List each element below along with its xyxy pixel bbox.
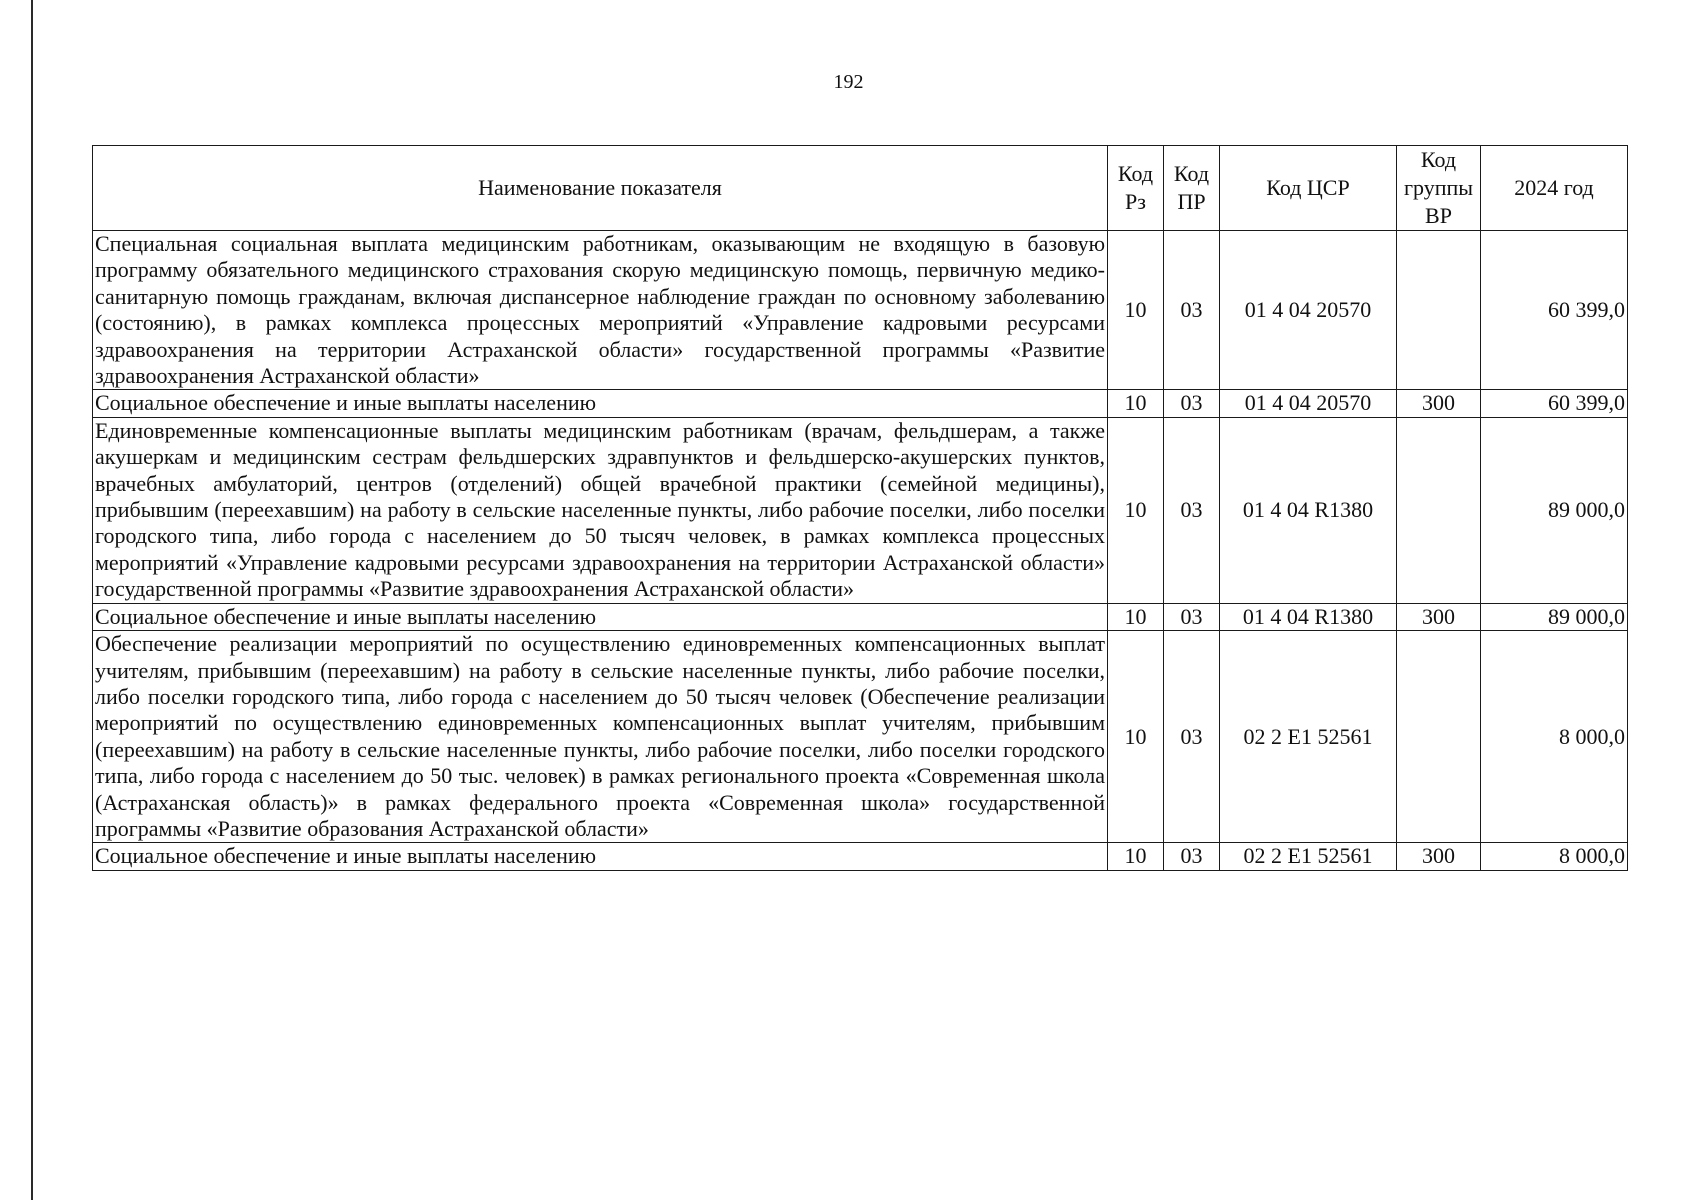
row-csr: 02 2 E1 52561 <box>1220 631 1397 843</box>
row-name: Социальное обеспечение и иные выплаты населению <box>93 843 1108 870</box>
page-number: 192 <box>833 71 864 93</box>
row-vr <box>1397 231 1481 390</box>
row-pr: 03 <box>1164 390 1220 417</box>
row-amount: 8 000,0 <box>1481 631 1628 843</box>
header-row <box>93 146 1628 231</box>
header-year: 2024 год <box>1481 146 1628 231</box>
table-row <box>93 631 1628 843</box>
row-rz: 10 <box>1108 231 1164 390</box>
row-rz: 10 <box>1108 390 1164 417</box>
row-rz: 10 <box>1108 631 1164 843</box>
row-pr: 03 <box>1164 603 1220 630</box>
row-name: Обеспечение реализации мероприятий по осуществлению единовременных компенсационных выплат учителям, прибывшим (переехавшим) на работу в сельские населенные пункты, либо рабочие поселки, либо поселки городского типа, либо города с населением до 50 тысяч человек (Обеспечение реализации мероприятий по осуществлению единовременных компенсационных выплат учителям, прибывшим (переехавшим) на работу в сельские населенные пункты, либо рабочие поселки, либо поселки городского типа, либо города с населением до 50 тыс. человек) в рамках регионального проекта «Современная школа (Астраханская область)» в рамках федерального проекта «Современная школа» государственной программы «Развитие образования Астраханской области» <box>93 631 1108 843</box>
row-pr: 03 <box>1164 631 1220 843</box>
row-vr: 300 <box>1397 603 1481 630</box>
row-name: Социальное обеспечение и иные выплаты населению <box>93 390 1108 417</box>
row-name: Единовременные компенсационные выплаты медицинским работникам (врачам, фельдшерам, а также акушеркам и медицинским сестрам фельдшерских здравпунктов и фельдшерско-акушерских пунктов, врачебных амбулаторий, центров (отделений) общей врачебной практики (семейной медицины), прибывшим (переехавшим) на работу в сельские населенные пункты, либо рабочие поселки, либо поселки городского типа, либо города с населением до 50 тысяч человек, в рамках комплекса процессных мероприятий «Управление кадровыми ресурсами здравоохранения на территории Астраханской области» государственной программы «Развитие здравоохранения Астраханской области» <box>93 417 1108 603</box>
row-rz: 10 <box>1108 417 1164 603</box>
row-vr: 300 <box>1397 390 1481 417</box>
row-vr <box>1397 631 1481 843</box>
row-csr: 01 4 04 20570 <box>1220 231 1397 390</box>
header-csr: Код ЦСР <box>1220 146 1397 231</box>
row-csr: 02 2 E1 52561 <box>1220 843 1397 870</box>
row-csr: 01 4 04 20570 <box>1220 390 1397 417</box>
row-amount: 60 399,0 <box>1481 390 1628 417</box>
row-pr: 03 <box>1164 231 1220 390</box>
row-amount: 89 000,0 <box>1481 603 1628 630</box>
row-name: Специальная социальная выплата медицинским работникам, оказывающим не входящую в базовую программу обязательного медицинского страхования скорую медицинскую помощь, первичную медико-санитарную помощь гражданам, включая диспансерное наблюдение граждан по основному заболеванию (состоянию), в рамках комплекса процессных мероприятий «Управление кадровыми ресурсами здравоохранения на территории Астраханской области» государственной программы «Развитие здравоохранения Астраханской области» <box>93 231 1108 390</box>
row-pr: 03 <box>1164 417 1220 603</box>
row-rz: 10 <box>1108 603 1164 630</box>
table-row <box>93 603 1628 630</box>
budget-table <box>92 145 1628 871</box>
header-pr: Код ПР <box>1164 146 1220 231</box>
table-row <box>93 231 1628 390</box>
row-amount: 89 000,0 <box>1481 417 1628 603</box>
row-vr: 300 <box>1397 843 1481 870</box>
row-amount: 8 000,0 <box>1481 843 1628 870</box>
row-name: Социальное обеспечение и иные выплаты населению <box>93 603 1108 630</box>
row-vr <box>1397 417 1481 603</box>
header-name: Наименование показателя <box>93 146 1108 231</box>
binding-line <box>31 0 33 1200</box>
table-row <box>93 417 1628 603</box>
table-row <box>93 390 1628 417</box>
row-rz: 10 <box>1108 843 1164 870</box>
row-pr: 03 <box>1164 843 1220 870</box>
table-row <box>93 843 1628 870</box>
header-rz: Код Рз <box>1108 146 1164 231</box>
row-csr: 01 4 04 R1380 <box>1220 603 1397 630</box>
row-amount: 60 399,0 <box>1481 231 1628 390</box>
row-csr: 01 4 04 R1380 <box>1220 417 1397 603</box>
header-vr: Код группы ВР <box>1397 146 1481 231</box>
